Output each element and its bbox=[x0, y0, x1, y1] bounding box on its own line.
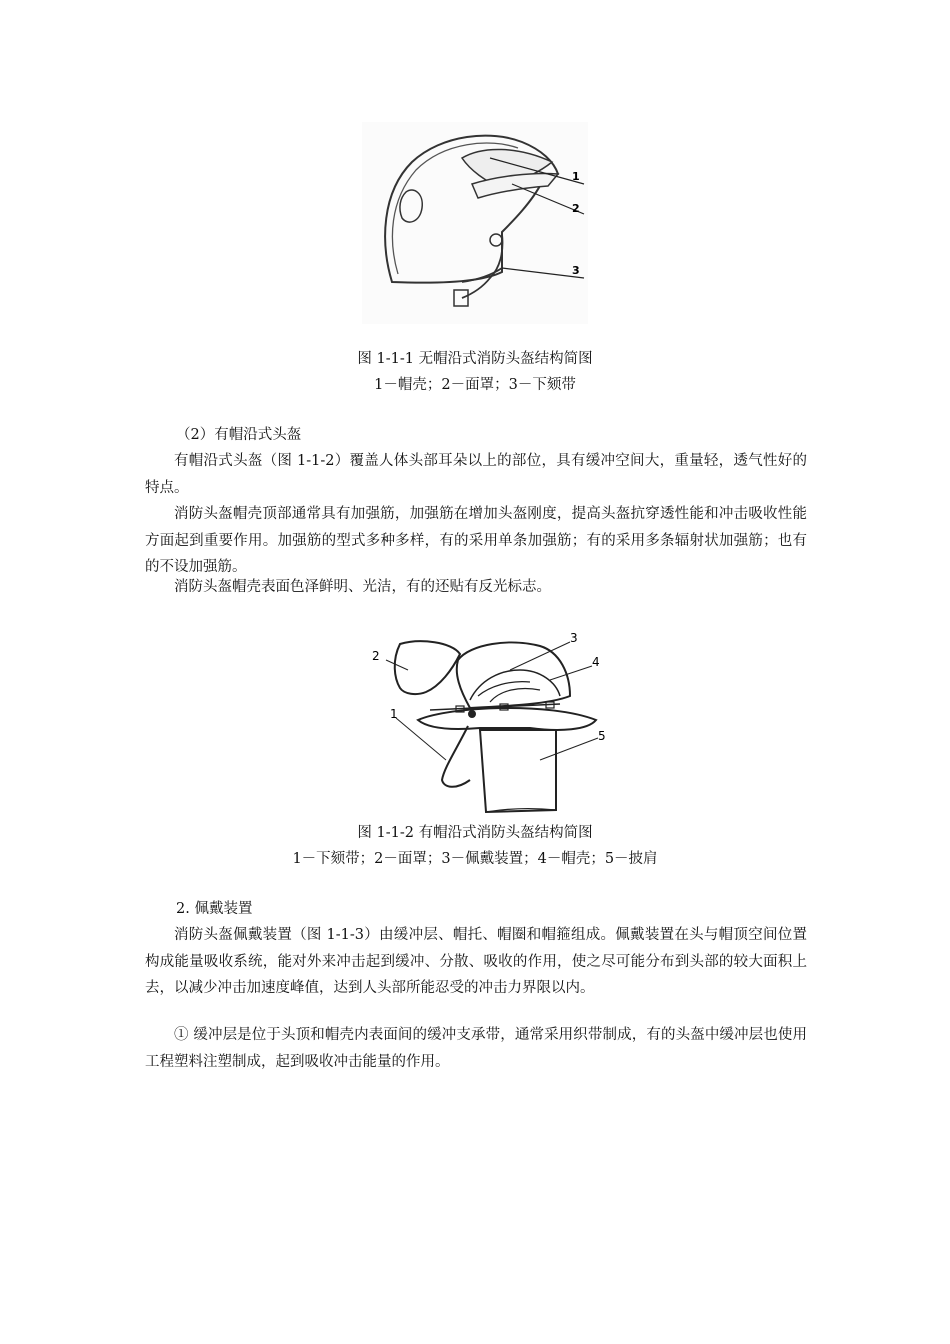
figure2-caption-legend: 1－下颏带；2－面罩；3－佩戴装置；4－帽壳；5－披肩 bbox=[292, 851, 658, 867]
figure2-caption-title: 图 1-1-2 有帽沿式消防头盔结构简图 bbox=[357, 825, 593, 841]
figure1-caption-legend: 1－帽壳；2－面罩；3－下颏带 bbox=[374, 377, 576, 393]
callout-1: 1 bbox=[572, 170, 580, 183]
helmet-with-brim-figure bbox=[360, 630, 610, 820]
callout-2: 2 bbox=[572, 202, 580, 215]
paragraph: 消防头盔佩戴装置（图 1-1-3）由缓冲层、帽托、帽圈和帽箍组成。佩戴装置在头与帽顶空间位置构成能量吸收系统，能对外来冲击起到缓冲、分散、吸收的作用，使之尽可能分布到头部的较大面积上去，以减少冲击加速度峰值，达到人头部所能忍受的冲击力界限以内。 bbox=[145, 927, 807, 996]
paragraph: 消防头盔帽壳表面色泽鲜明、光洁，有的还贴有反光标志。 bbox=[174, 579, 551, 595]
callout-2: 2 bbox=[372, 649, 380, 663]
callout-1: 1 bbox=[390, 707, 398, 721]
paragraph: 有帽沿式头盔（图 1-1-2）覆盖人体头部耳朵以上的部位，具有缓冲空间大，重量轻，透气性好的特点。 bbox=[145, 453, 807, 496]
paragraph: ① 缓冲层是位于头顶和帽壳内表面间的缓冲支承带，通常采用织带制成，有的头盔中缓冲层也使用工程塑料注塑制成，起到吸收冲击能量的作用。 bbox=[145, 1027, 807, 1070]
section-heading-brimmed-helmet: （2）有帽沿式头盔 bbox=[176, 427, 302, 443]
paragraph: 消防头盔帽壳顶部通常具有加强筋，加强筋在增加头盔刚度，提高头盔抗穿透性能和冲击吸收性能方面起到重要作用。加强筋的型式多种多样，有的采用单条加强筋；有的采用多条辐射状加强筋；也有的不设加强筋。 bbox=[145, 506, 807, 575]
callout-4: 4 bbox=[592, 655, 600, 669]
figure1-caption-title: 图 1-1-1 无帽沿式消防头盔结构简图 bbox=[357, 351, 593, 367]
callout-3: 3 bbox=[572, 264, 580, 277]
helmet-no-brim-figure bbox=[362, 122, 588, 324]
callout-5: 5 bbox=[598, 729, 606, 743]
section-heading-wearing-device: 2. 佩戴装置 bbox=[176, 901, 253, 917]
callout-3: 3 bbox=[570, 631, 578, 645]
